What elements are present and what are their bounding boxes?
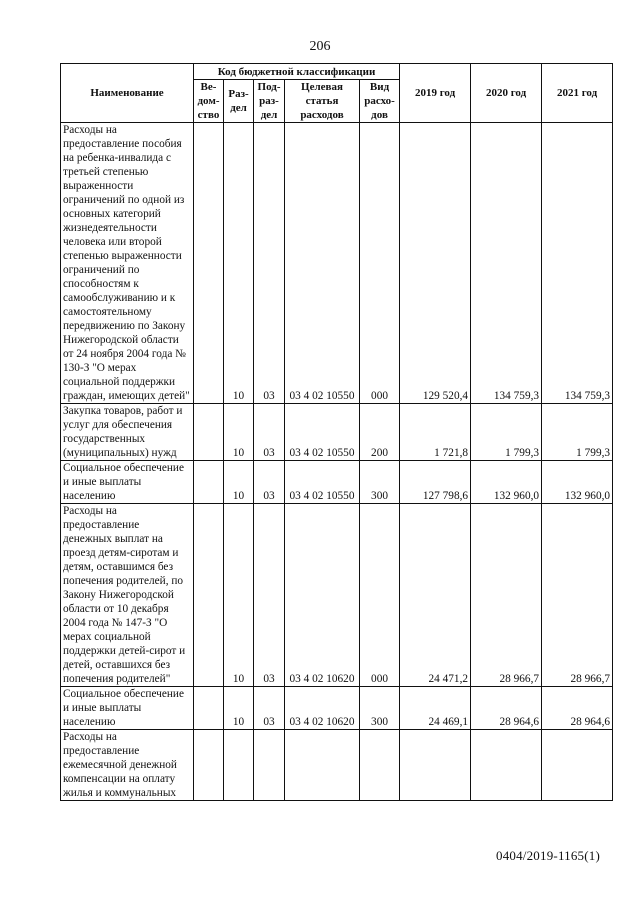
- cell-vid: 200: [360, 404, 400, 461]
- cell-podrazdel: 03: [254, 404, 285, 461]
- cell-y2021: 134 759,3: [542, 123, 613, 404]
- cell-celevaya: [285, 730, 360, 801]
- cell-vedomstvo: [194, 730, 224, 801]
- header-2020: 2020 год: [471, 64, 542, 123]
- table-row: [61, 687, 613, 730]
- cell-razdel: 10: [224, 123, 254, 404]
- header-vedomstvo: Ве- дом- ство: [194, 80, 224, 123]
- table-row: [61, 730, 613, 801]
- budget-table: [60, 63, 613, 801]
- cell-y2020: [471, 730, 542, 801]
- cell-vedomstvo: [194, 404, 224, 461]
- document-code: 0404/2019-1165(1): [496, 848, 601, 863]
- cell-podrazdel: 03: [254, 687, 285, 730]
- header-podrazdel: Под- раз- дел: [254, 80, 285, 123]
- header-vid: Вид расхо- дов: [360, 80, 400, 123]
- header-kbk-group: Код бюджетной классификации: [194, 64, 400, 80]
- cell-razdel: 10: [224, 504, 254, 687]
- header-2019: 2019 год: [400, 64, 471, 123]
- cell-name: Социальное обеспечение и иные выплаты населению: [61, 461, 194, 504]
- cell-y2020: 28 966,7: [471, 504, 542, 687]
- cell-vid: 000: [360, 504, 400, 687]
- cell-vedomstvo: [194, 123, 224, 404]
- cell-y2021: 28 964,6: [542, 687, 613, 730]
- cell-celevaya: 03 4 02 10620: [285, 687, 360, 730]
- cell-name: Расходы на предоставление денежных выплат на проезд детям-сиротам и детям, оставшимся без попечения родителей, по Закону Нижегородской области от 10 декабря 2004 года № 147-З "О мерах социальной поддержки детей-сирот и детей, оставшихся без попечения родителей": [61, 504, 194, 687]
- cell-y2019: 1 721,8: [400, 404, 471, 461]
- cell-celevaya: 03 4 02 10550: [285, 404, 360, 461]
- cell-y2020: 28 964,6: [471, 687, 542, 730]
- cell-razdel: 10: [224, 461, 254, 504]
- cell-celevaya: 03 4 02 10550: [285, 461, 360, 504]
- cell-y2020: 134 759,3: [471, 123, 542, 404]
- cell-y2019: 129 520,4: [400, 123, 471, 404]
- cell-vedomstvo: [194, 687, 224, 730]
- cell-name: Расходы на предоставление пособия на ребенка-инвалида с третьей степенью выраженности ограничений по одной из основных категорий жизнедеятельности человека или второй степенью выраженности ограничений по способностям к самообслуживанию и к самостоятельному передвижению по Закону Нижегородской области от 24 ноября 2004 года № 130-З "О мерах социальной поддержки граждан, имеющих детей": [61, 123, 194, 404]
- cell-vid: 300: [360, 687, 400, 730]
- cell-y2019: 127 798,6: [400, 461, 471, 504]
- cell-y2021: [542, 730, 613, 801]
- cell-y2020: 1 799,3: [471, 404, 542, 461]
- cell-celevaya: 03 4 02 10620: [285, 504, 360, 687]
- cell-vedomstvo: [194, 504, 224, 687]
- cell-podrazdel: [254, 730, 285, 801]
- page-number: 206: [309, 39, 331, 54]
- header-celevaya: Целевая статья расходов: [285, 80, 360, 123]
- cell-y2019: 24 471,2: [400, 504, 471, 687]
- table-row: [61, 461, 613, 504]
- cell-y2019: 24 469,1: [400, 687, 471, 730]
- cell-vid: 000: [360, 123, 400, 404]
- header-2021: 2021 год: [542, 64, 613, 123]
- cell-podrazdel: 03: [254, 123, 285, 404]
- cell-razdel: [224, 730, 254, 801]
- cell-name: Закупка товаров, работ и услуг для обеспечения государственных (муниципальных) нужд: [61, 404, 194, 461]
- table-row: [61, 404, 613, 461]
- cell-podrazdel: 03: [254, 461, 285, 504]
- cell-vedomstvo: [194, 461, 224, 504]
- cell-name: Расходы на предоставление ежемесячной денежной компенсации на оплату жилья и коммунальных: [61, 730, 194, 801]
- cell-y2020: 132 960,0: [471, 461, 542, 504]
- cell-name: Социальное обеспечение и иные выплаты населению: [61, 687, 194, 730]
- cell-razdel: 10: [224, 687, 254, 730]
- cell-vid: [360, 730, 400, 801]
- cell-razdel: 10: [224, 404, 254, 461]
- header-razdel: Раз- дел: [224, 80, 254, 123]
- cell-y2021: 28 966,7: [542, 504, 613, 687]
- table-row: [61, 123, 613, 404]
- cell-celevaya: 03 4 02 10550: [285, 123, 360, 404]
- header-name: Наименование: [61, 64, 194, 123]
- cell-y2021: 132 960,0: [542, 461, 613, 504]
- cell-y2019: [400, 730, 471, 801]
- cell-y2021: 1 799,3: [542, 404, 613, 461]
- table-row: [61, 504, 613, 687]
- cell-podrazdel: 03: [254, 504, 285, 687]
- cell-vid: 300: [360, 461, 400, 504]
